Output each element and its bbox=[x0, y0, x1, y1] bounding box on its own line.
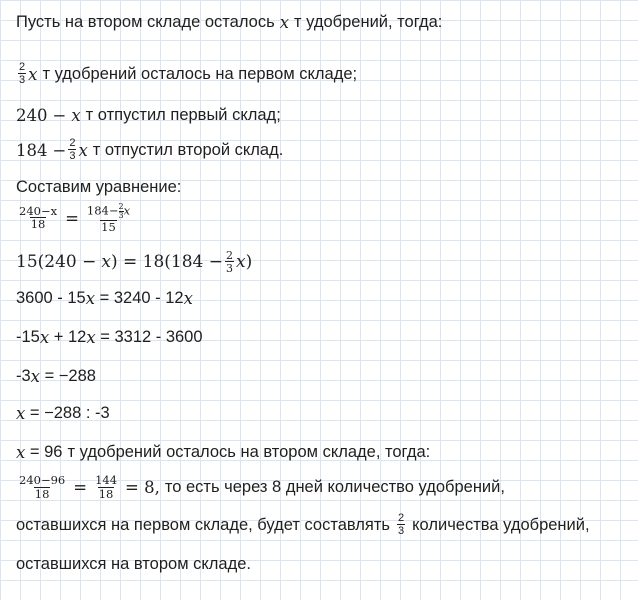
var-x: x bbox=[101, 252, 111, 272]
line-text: оставшихся на втором складе. bbox=[16, 555, 251, 573]
line-text: т отпустил второй склад. bbox=[92, 140, 284, 159]
var-x: x bbox=[16, 404, 26, 423]
expr-part: 3600 - 15 bbox=[16, 289, 86, 307]
line-text: т отпустил первый склад; bbox=[85, 106, 281, 124]
var-x: x bbox=[183, 289, 193, 308]
line-text: оставшихся на первом складе, будет составлять bbox=[16, 515, 391, 534]
operator: − bbox=[52, 106, 67, 125]
equals-sign: = bbox=[65, 208, 79, 228]
var-x: x bbox=[236, 252, 246, 272]
fraction-right bbox=[86, 203, 131, 234]
numerator: 2 bbox=[226, 249, 234, 262]
denominator: 18 bbox=[30, 217, 46, 232]
compose-equation-line bbox=[16, 178, 181, 197]
denominator: 3 bbox=[226, 262, 234, 275]
second-released-line bbox=[16, 138, 283, 162]
nested-numerator: 2 bbox=[118, 202, 124, 211]
first-warehouse-line bbox=[16, 62, 357, 86]
nested-denominator: 3 bbox=[118, 211, 124, 220]
intro-line bbox=[16, 13, 442, 32]
expr-part: -15 bbox=[16, 328, 40, 346]
line-text: т удобрений осталось на втором складе, тогда: bbox=[67, 443, 431, 461]
equation-6 bbox=[16, 404, 110, 423]
var-x: x bbox=[78, 140, 88, 160]
var-x: x bbox=[28, 64, 38, 84]
denominator: 18 bbox=[98, 486, 114, 501]
expr-part: ) = 18(184 − bbox=[110, 252, 224, 272]
fraction bbox=[18, 475, 66, 500]
numerator: 144 bbox=[95, 473, 118, 487]
answer-line bbox=[16, 443, 430, 462]
expr-part: -3 bbox=[16, 367, 31, 385]
denominator: 3 bbox=[69, 150, 76, 162]
number: 184 bbox=[16, 140, 48, 160]
line-text: количества удобрений, bbox=[412, 515, 590, 534]
operator: − bbox=[52, 140, 67, 160]
numerator bbox=[86, 203, 131, 220]
expr-part: = 3312 - 3600 bbox=[95, 328, 203, 346]
numerator: 2 bbox=[69, 137, 76, 149]
expr-part: 15(240 − bbox=[16, 252, 97, 272]
final-line bbox=[16, 555, 251, 574]
expr-part: = −288 : -3 bbox=[25, 404, 110, 422]
fraction bbox=[68, 138, 76, 162]
fraction bbox=[397, 513, 405, 537]
fraction bbox=[225, 250, 234, 274]
var-x: x bbox=[39, 328, 50, 347]
first-released-line bbox=[16, 106, 281, 125]
var-x: x bbox=[30, 367, 40, 386]
numerator-part: 184− bbox=[86, 203, 119, 218]
denominator: 3 bbox=[19, 74, 26, 86]
line-text: то есть через 8 дней количество удобрений, bbox=[164, 478, 505, 496]
line-text: т удобрений осталось на первом складе; bbox=[42, 64, 358, 83]
var-x: x bbox=[86, 328, 96, 347]
numerator: 2 bbox=[19, 61, 26, 73]
intro-prefix: Пусть на втором складе осталось bbox=[16, 13, 275, 31]
expr-part: = 96 bbox=[25, 443, 63, 461]
fraction bbox=[18, 62, 26, 86]
intro-suffix: т удобрений, тогда: bbox=[294, 13, 443, 31]
var-x: x bbox=[85, 289, 96, 308]
var-x: x bbox=[16, 443, 26, 462]
equation-1 bbox=[16, 203, 133, 234]
numerator: 240−96 bbox=[19, 473, 66, 487]
expr-part: + 12 bbox=[49, 328, 87, 346]
var-x: x bbox=[279, 13, 289, 32]
equals-sign: = bbox=[73, 478, 88, 497]
denominator: 18 bbox=[34, 486, 50, 501]
line-text: Составим уравнение: bbox=[16, 178, 182, 196]
numerator: 240−x bbox=[19, 203, 58, 218]
number: 240 bbox=[16, 106, 48, 125]
fraction-left bbox=[18, 203, 58, 232]
days-line bbox=[16, 475, 505, 500]
denominator: 3 bbox=[398, 525, 405, 537]
expr-part: = −288 bbox=[39, 367, 96, 385]
equation-5 bbox=[16, 367, 96, 386]
equation-4 bbox=[16, 328, 203, 347]
fraction bbox=[94, 475, 118, 500]
var-x: x bbox=[123, 203, 131, 218]
ratio-line bbox=[16, 513, 590, 537]
equation-3 bbox=[16, 289, 193, 308]
expr-part: ) bbox=[245, 252, 253, 272]
var-x: x bbox=[71, 106, 81, 125]
expr-part: = 3240 - 12 bbox=[95, 289, 184, 307]
equation-2 bbox=[16, 250, 252, 274]
denominator: 15 bbox=[101, 220, 116, 234]
result: = 8, bbox=[125, 478, 160, 497]
numerator: 2 bbox=[398, 512, 405, 524]
